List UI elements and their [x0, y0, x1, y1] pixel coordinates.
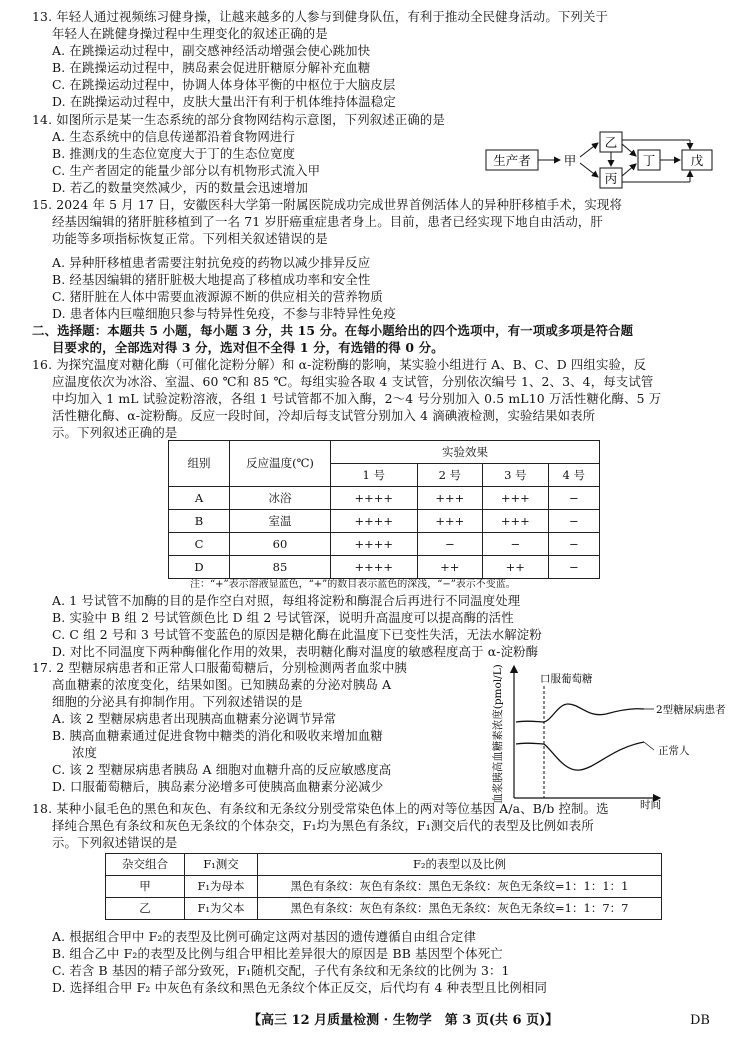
header-group: 组别 [169, 441, 230, 487]
q18-option-d: D. 选择组合甲 F₂ 中灰色有条纹和黑色无条纹个体正反交，后代均有 4 种表型且比例相同 [52, 980, 547, 995]
q13-option-c: C. 在跳操运动过程中，协调人体身体平衡的中枢位于大脑皮层 [52, 77, 396, 92]
arrow-c-to-d [622, 164, 636, 176]
q13-option-b: B. 在跳操运动过程中，胰岛素会促进肝糖原分解补充血糖 [52, 60, 371, 75]
cell: − [548, 510, 599, 533]
q15-stem-line-2: 经基因编辑的猪肝脏移植到了一名 71 岁肝癌重症患者身上。目前，患者已经实现下地自由活动，肝 [52, 214, 603, 229]
question-13 [32, 8, 717, 110]
question-18-options [32, 928, 717, 996]
cell: 冰浴 [230, 487, 331, 510]
question-15 [32, 196, 717, 247]
q14-option-c: C. 生产者固定的能量少部分以有机物形式流入甲 [52, 163, 321, 178]
q18-stem-line-1: 18. 某种小鼠毛色的黑色和灰色、有条纹和无条纹分别受常染色体上的两对等位基因 A/a、B/b 控制。选 [32, 801, 609, 816]
q16-option-b: B. 实验中 B 组 2 号试管颜色比 D 组 2 号试管深，说明升高温度可以提高酶的活性 [52, 610, 514, 625]
cell: D [169, 556, 230, 579]
q17-option-d: D. 口服葡萄糖后，胰岛素分泌增多可使胰高血糖素分泌减少 [52, 779, 384, 794]
q17-option-b-cont: 浓度 [72, 745, 98, 760]
q16-stem-line-1: 16. 为探究温度对糖化酶（可催化淀粉分解）和 α-淀粉酶的影响，某实验小组进行 A、B、C、D 四组实验，反 [32, 357, 647, 372]
table-row [106, 876, 662, 898]
cell: 85 [230, 556, 331, 579]
table-row [169, 487, 600, 510]
q16-results-table [168, 440, 600, 579]
cell: ++++ [331, 533, 418, 556]
q18-option-c: C. 若含 B 基因的精子部分致死，F₁随机交配，子代有条纹和无条纹的比例为 3：1 [52, 963, 510, 978]
node-a-label: 甲 [563, 153, 577, 168]
cell: − [417, 533, 483, 556]
question-16-options [32, 592, 717, 660]
q16-table-note: 注：“+”表示溶液显蓝色，“+”的数目表示蓝色的深浅，“−”表示不变蓝。 [190, 579, 516, 590]
table-header-row [106, 854, 662, 876]
table-row [106, 898, 662, 920]
q14-option-a: A. 生态系统中的信息传递都沿着食物网进行 [52, 129, 296, 144]
q16-option-c: C. C 组 2 号和 3 号试管不变蓝色的原因是糖化酶在此温度下已变性失活，无法水解淀粉 [52, 627, 542, 642]
cell: 乙 [106, 898, 185, 920]
cell: C [169, 533, 230, 556]
cell: 60 [230, 533, 331, 556]
cell: +++ [483, 510, 549, 533]
q17-option-a: A. 该 2 型糖尿病患者出现胰高血糖素分泌调节异常 [52, 711, 337, 726]
cell: +++ [417, 510, 483, 533]
section-2-line-2: 目要求的，全部选对得 3 分，选对但不全得 1 分，有选错的得 0 分。 [52, 340, 444, 355]
q14-stem: 14. 如图所示是某一生态系统的部分食物网结构示意图，下列叙述正确的是 [32, 112, 446, 127]
q17-option-c: C. 该 2 型糖尿病患者胰岛 A 细胞对血糖升高的反应敏感度高 [52, 762, 392, 777]
arrow-a-to-c [580, 163, 598, 177]
cell: − [483, 533, 549, 556]
chart-annotation: 口服葡萄糖 [540, 673, 593, 685]
q18-stem-line-2: 择纯合黑色有条纹和灰色无条纹的个体杂交，F₁均为黑色有条纹，F₁测交后代的表型及比例如表所 [52, 818, 594, 833]
cell: B [169, 510, 230, 533]
question-16 [32, 356, 717, 441]
arrow-a-to-b [580, 143, 598, 157]
chart-label-patient: 2型糖尿病患者 [656, 704, 726, 716]
q15-option-c: C. 猪肝脏在人体中需要血液源源不断的供应相关的营养物质 [52, 289, 383, 304]
q18-results-table [105, 853, 662, 920]
cell: F₁为母本 [185, 876, 258, 898]
cell: F₁为父本 [185, 898, 258, 920]
q16-stem-line-3: 中均加入 1 mL 试验淀粉溶液，各组 1 号试管都不加入酶，2～4 号分别加入 0.5 mL10 万活性糖化酶、5 万 [52, 391, 662, 406]
node-d-label: 丁 [642, 153, 656, 168]
q14-option-b: B. 推测戊的生态位宽度大于丁的生态位宽度 [52, 146, 296, 161]
producer-label: 生产者 [493, 153, 531, 168]
node-e-label: 戊 [690, 153, 704, 168]
header-effect: 实验效果 [331, 441, 600, 464]
q16-stem-line-4: 活性糖化酶、α-淀粉酶。反应一段时间，冷却后每支试管分别加入 4 滴碘液检测，实验结果如表所 [52, 408, 596, 423]
cell: 甲 [106, 876, 185, 898]
question-17 [32, 659, 469, 795]
chart-label-normal: 正常人 [658, 745, 690, 757]
cell: 室温 [230, 510, 331, 533]
table-header-row [169, 441, 600, 464]
cell: 黑色有条纹：灰色有条纹：黑色无条纹：灰色无条纹=1：1：7：7 [258, 898, 662, 920]
q18-option-b: B. 组合乙中 F₂的表型及比例与组合甲相比差异很大的原因是 BB 基因型个体死亡 [52, 946, 503, 961]
glucagon-chart [488, 660, 726, 811]
cell: 黑色有条纹：灰色有条纹：黑色无条纹：灰色无条纹=1：1：1：1 [258, 876, 662, 898]
header-tube-3: 3 号 [483, 464, 549, 487]
header-ratio: F₂的表型以及比例 [258, 854, 662, 876]
cell: ++++ [331, 556, 418, 579]
q13-option-a: A. 在跳操运动过程中，副交感神经活动增强会使心跳加快 [52, 43, 371, 58]
q16-option-d: D. 对比不同温度下两种酶催化作用的效果，表明糖化酶对温度的敏感程度高于 α-淀粉酶 [52, 644, 539, 659]
q15-stem-line-3: 功能等多项指标恢复正常。下列相关叙述错误的是 [52, 231, 328, 246]
q15-stem-line-1: 15. 2024 年 5 月 17 日，安徽医科大学第一附属医院成功完成世界首例活体人的异种肝移植手术，实现将 [32, 197, 623, 212]
food-web-diagram [484, 130, 716, 190]
table-row [169, 510, 600, 533]
arrow-b-to-d [622, 144, 636, 156]
footer-code: DB [690, 1013, 710, 1028]
cell: A [169, 487, 230, 510]
cell: ++ [417, 556, 483, 579]
q16-stem-line-2: 应温度依次为冰浴、室温、60 ℃和 85 ℃。每组实验各取 4 支试管，分别依次编号 1、2、3、4，每支试管 [52, 374, 654, 389]
header-tube-4: 4 号 [548, 464, 599, 487]
q17-option-b: B. 胰高血糖素通过促进食物中糖类的消化和吸收来增加血糖 [52, 728, 383, 743]
header-tube-1: 1 号 [331, 464, 418, 487]
q15-option-a: A. 异种肝移植患者需要注射抗免疫的药物以减少排异反应 [52, 255, 371, 270]
chart-series-normal [516, 742, 644, 770]
cell: +++ [417, 487, 483, 510]
cell: − [548, 556, 599, 579]
q16-stem-line-5: 示。下列叙述正确的是 [52, 425, 178, 440]
q14-option-d: D. 若乙的数量突然减少，丙的数量会迅速增加 [52, 180, 309, 195]
q18-stem-line-3: 示。下列叙述错误的是 [52, 835, 178, 850]
q13-stem-line-2: 年轻人在跳健身操过程中生理变化的叙述正确的是 [52, 26, 328, 41]
section-2-line-1: 二、选择题：本题共 5 小题，每小题 3 分，共 15 分。在每小题给出的四个选项中，有一项或多项是符合题 [32, 323, 634, 338]
cell: ++++ [331, 510, 418, 533]
cell: ++++ [331, 487, 418, 510]
page-footer: 【高三 12 月质量检测 · 生物学 第 3 页(共 6 页)】 [248, 1013, 559, 1028]
cell: − [548, 487, 599, 510]
question-18 [32, 800, 717, 851]
question-15-options [32, 254, 717, 322]
node-b-label: 乙 [604, 135, 618, 150]
q17-stem-line-3: 细胞的分泌具有抑制作用。下列叙述错误的是 [52, 694, 303, 709]
q13-option-d: D. 在跳操运动过程中，皮肤大量出汗有利于机体维持体温稳定 [52, 94, 396, 109]
q17-stem-line-1: 17. 2 型糖尿病患者和正常人口服葡萄糖后，分别检测两者血浆中胰 [32, 660, 407, 675]
header-tube-2: 2 号 [417, 464, 483, 487]
header-temperature: 反应温度(℃) [230, 441, 331, 487]
chart-leader-normal [644, 742, 654, 750]
cell: ++ [483, 556, 549, 579]
q13-stem-line-1: 13. 年轻人通过视频练习健身操，让越来越多的人参与到健身队伍，有利于推动全民健身活动。下列关于 [32, 9, 609, 24]
cell: − [548, 533, 599, 556]
cell: +++ [483, 487, 549, 510]
q17-stem-line-2: 高血糖素的浓度变化，结果如图。已知胰岛素的分泌对胰岛 A [52, 677, 392, 692]
chart-y-label: 血浆胰高血糖素浓度(pmol/L) [492, 664, 504, 804]
table-row [169, 533, 600, 556]
chart-series-patient [516, 704, 644, 722]
q15-option-b: B. 经基因编辑的猪肝脏极大地提高了移植成功率和安全性 [52, 272, 371, 287]
header-combo: 杂交组合 [106, 854, 185, 876]
q18-option-a: A. 根据组合甲中 F₂的表型及比例可确定这两对基因的遗传遵循自由组合定律 [52, 929, 476, 944]
section-2-heading [32, 322, 717, 356]
q16-option-a: A. 1 号试管不加酶的目的是作空白对照，每组将淀粉和酶混合后再进行不同温度处理 [52, 593, 521, 608]
q15-option-d: D. 患者体内巨噬细胞只参与特异性免疫，不参与非特异性免疫 [52, 306, 396, 321]
header-testcross: F₁测交 [185, 854, 258, 876]
chart-x-label: 时间 [640, 799, 661, 811]
node-c-label: 丙 [604, 171, 618, 186]
